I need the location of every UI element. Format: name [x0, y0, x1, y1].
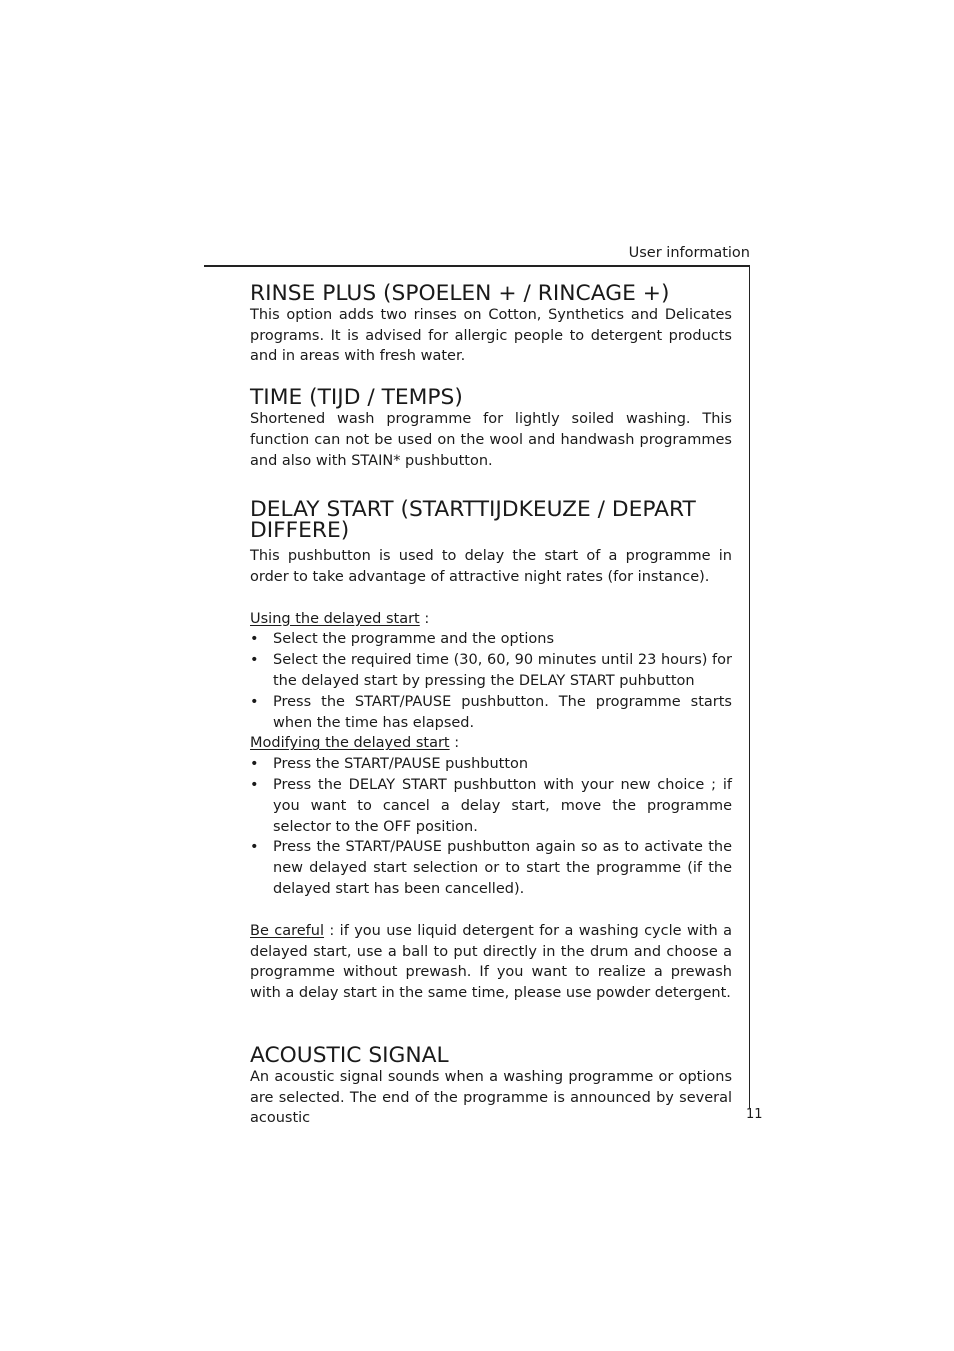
using-steps-list [250, 629, 732, 733]
delay-start-text: This pushbutton is used to delay the start of a programme in order to take advantage of attractive night rates (for instance). [250, 547, 732, 585]
list-item-text: Select the required time (30, 60, 90 minutes until 23 hours) for the delayed start by pressing the DELAY START puhbutton [273, 652, 732, 689]
acoustic-signal-section [250, 1042, 732, 1129]
header-rule [204, 265, 750, 267]
acoustic-heading: ACOUSTIC SIGNAL [250, 1042, 449, 1068]
careful-text: : if you use liquid detergent for a washing cycle with a delayed start, use a ball to put directly in the drum and choose a programme without prewash. If you want to realize a prewash with a delay start in the same time, please use powder detergent. [250, 922, 732, 1002]
delay-start-heading: DELAY START (STARTTIJDKEUZE / DEPART DIFFERE) [250, 497, 696, 544]
bullet-icon: • [250, 776, 259, 793]
page-number: 11 [746, 1107, 763, 1122]
time-section [250, 385, 732, 471]
list-item [250, 775, 732, 837]
list-item [250, 692, 732, 734]
rinse-plus-text: This option adds two rinses on Cotton, Synthetics and Delicates programs. It is advised for allergic people to detergent products and in areas with fresh water. [250, 306, 732, 365]
list-item [250, 650, 732, 692]
delay-start-section [250, 497, 732, 1004]
modifying-delayed-start-label [250, 733, 732, 754]
running-header: User information [628, 245, 750, 261]
list-item [250, 754, 732, 775]
bullet-icon: • [250, 652, 259, 669]
time-text: Shortened wash programme for lightly soiled washing. This function can not be used on the wool and handwash programmes and also with STAIN* pushbutton. [250, 410, 732, 469]
page-content [250, 281, 732, 1129]
list-item-text: Select the programme and the options [273, 631, 554, 648]
list-item-text: Press the START/PAUSE pushbutton. The programme starts when the time has elapsed. [273, 693, 732, 731]
bullet-icon: • [250, 693, 259, 710]
careful-label: Be careful [250, 922, 325, 939]
modifying-label-text: Modifying the delayed start [250, 735, 450, 752]
bullet-icon: • [250, 756, 259, 773]
using-label-suffix: : [419, 610, 430, 627]
list-item-text: Press the START/PAUSE pushbutton again so as to activate the new delayed start selection or to start the programme (if the delayed start has been cancelled). [273, 839, 732, 897]
list-item [250, 837, 732, 899]
margin-rule [749, 265, 751, 1108]
list-item [250, 629, 732, 650]
bullet-icon: • [250, 839, 259, 856]
acoustic-text: An acoustic signal sounds when a washing programme or options are selected. The end of the programme is announced by several acoustic [250, 1068, 732, 1127]
list-item-text: Press the START/PAUSE pushbutton [273, 756, 529, 773]
list-item-text: Press the DELAY START pushbutton with your new choice ; if you want to cancel a delay start, move the programme selector to the OFF position. [273, 776, 732, 835]
rinse-plus-heading: RINSE PLUS (SPOELEN + / RINCAGE +) [250, 281, 670, 306]
using-label-text: Using the delayed start [250, 610, 420, 627]
bullet-icon: • [250, 631, 259, 648]
careful-note [250, 921, 732, 1004]
modifying-steps-list [250, 754, 732, 900]
rinse-plus-section [250, 281, 732, 367]
modifying-label-suffix: : [449, 735, 460, 752]
time-heading: TIME (TIJD / TEMPS) [250, 385, 463, 411]
using-delayed-start-label [250, 609, 732, 630]
